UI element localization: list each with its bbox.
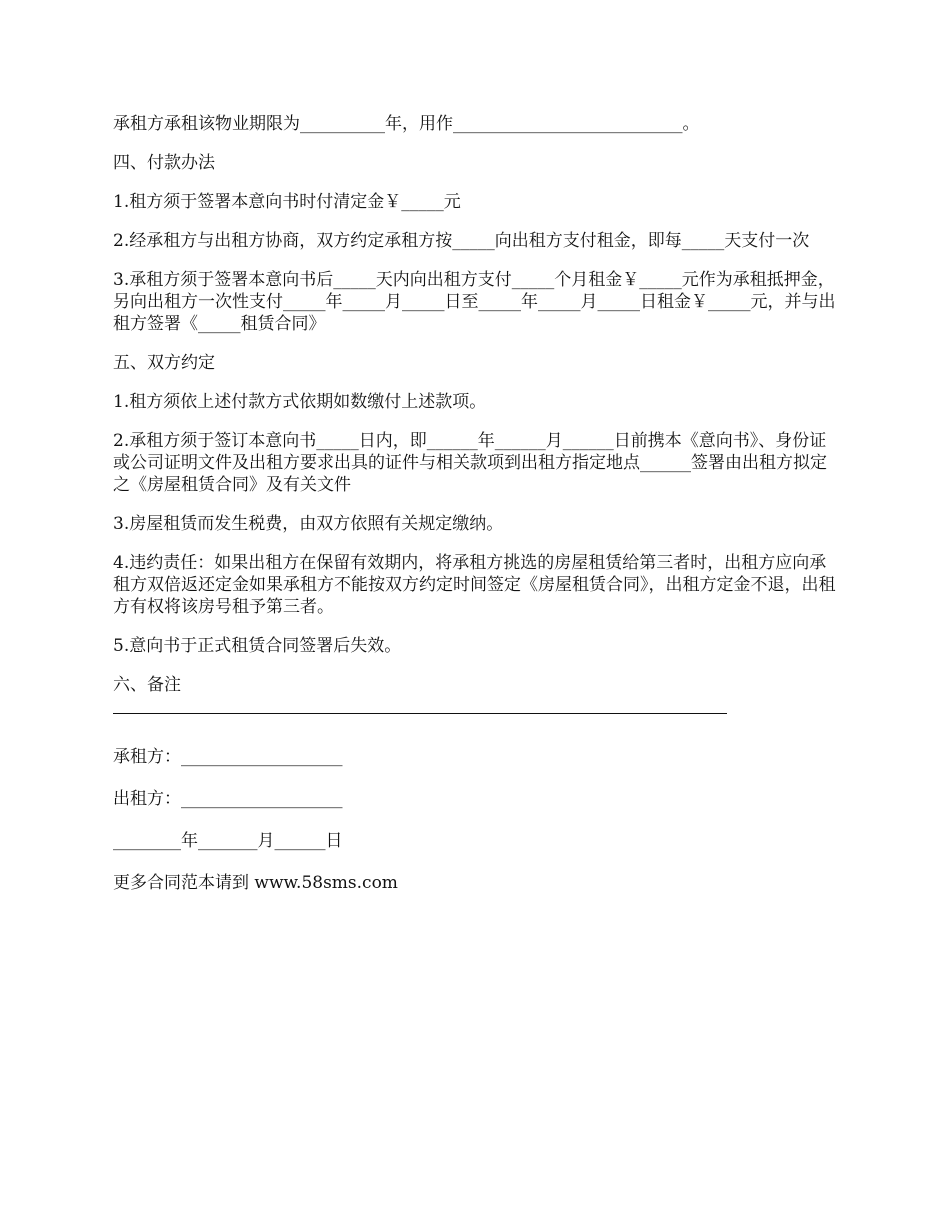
payment-clause-1: 1.租方须于签署本意向书时付清定金￥_____元 (113, 192, 461, 212)
section-heading-remarks: 六、备注 (113, 675, 181, 695)
agreement-clause-4: 4.违约责任：如果出租方在保留有效期内，将承租方挑选的房屋租赁给第三者时，出租方应向承租方双倍返还定金如果承租方不能按双方约定时间签定《房屋租赁合同》，出租方定金不退，出租方有权将该房号租予第三者。 (113, 553, 836, 617)
agreement-clause-5: 5.意向书于正式租赁合同签署后失效。 (113, 636, 402, 656)
agreement-clause-1: 1.租方须依上述付款方式依期如数缴付上述款项。 (113, 392, 487, 412)
section-heading-payment: 四、付款办法 (113, 153, 215, 173)
footer-note: 更多合同范本请到 www.58sms.com (113, 873, 398, 893)
lease-term-clause: 承租方承租该物业期限为__________年，用作___________________________。 (113, 114, 700, 134)
payment-clause-2: 2.经承租方与出租方协商，双方约定承租方按_____向出租方支付租金，即每_____天支付一次 (113, 231, 810, 251)
payment-clause-3: 3.承租方须于签署本意向书后_____天内向出租方支付_____个月租金￥_____元作为承租抵押金，另向出租方一次性支付_____年_____月_____日至_____年_____月_____日租金￥_____元，并与出租方签署《_____租赁合同》 (113, 270, 836, 334)
document-body (113, 113, 841, 914)
landlord-signature-line: 出租方：___________________ (113, 789, 343, 809)
section-heading-agreement: 五、双方约定 (113, 353, 215, 373)
agreement-clause-2: 2.承租方须于签订本意向书_____日内，即______年______月______日前携本《意向书》、身份证或公司证明文件及出租方要求出具的证件与相关款项到出租方指定地点______签署由出租方拟定之《房屋租赁合同》及有关文件 (113, 431, 827, 495)
date-line: ________年_______月______日 (113, 831, 343, 851)
agreement-clause-3: 3.房屋租赁而发生税费，由双方依照有关规定缴纳。 (113, 514, 504, 534)
tenant-signature-line: 承租方：___________________ (113, 747, 343, 767)
remarks-blank-line (113, 713, 727, 714)
